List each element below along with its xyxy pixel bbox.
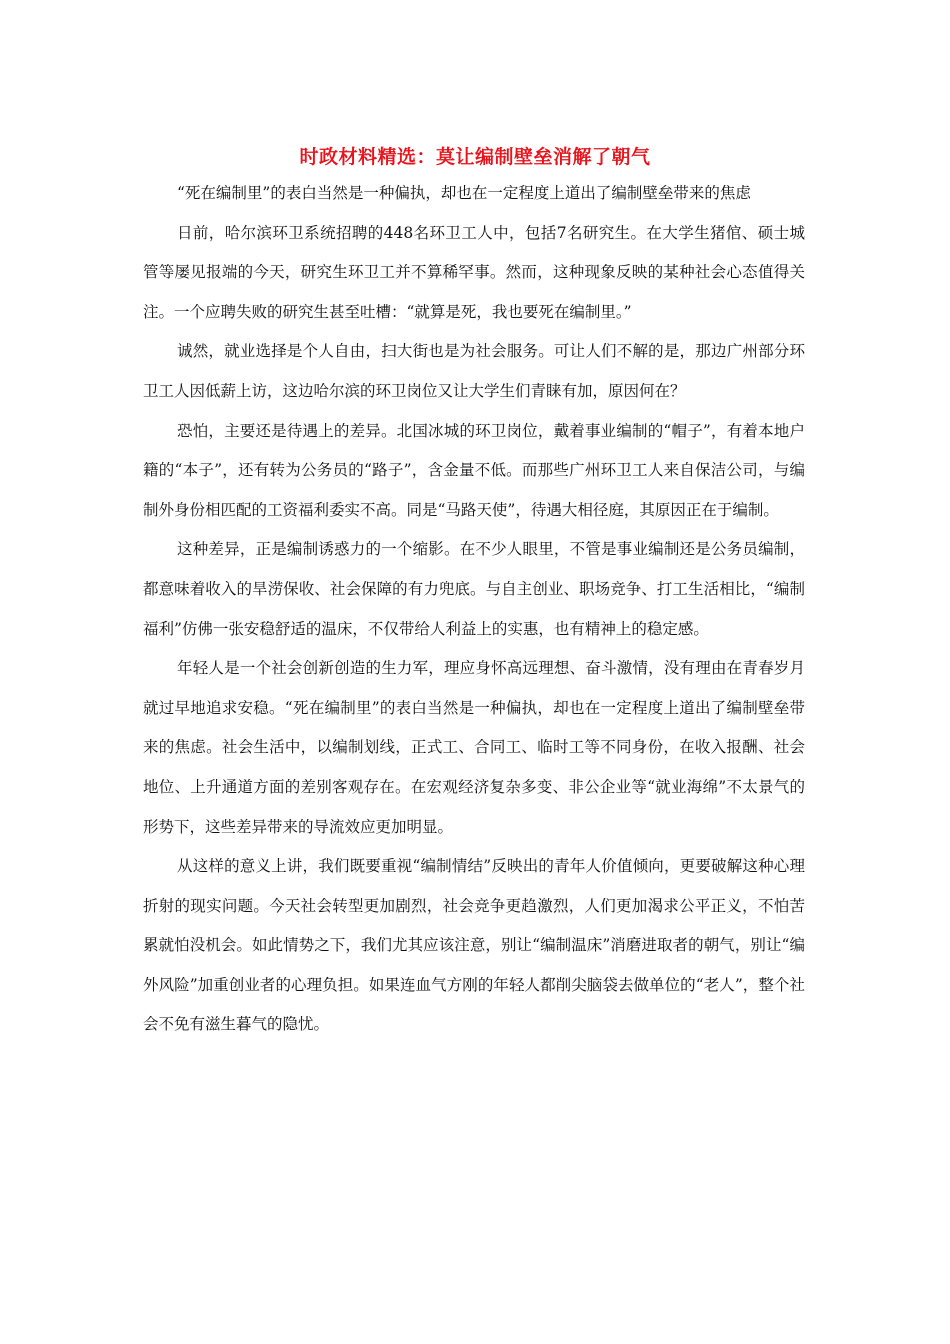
paragraph-6: 年轻人是一个社会创新创造的生力军，理应身怀高远理想、奋斗激情，没有理由在青春岁月就过早地追求安稳。“死在编制里”的表白当然是一种偏执，却也在一定程度上道出了编制壁垒带来的焦虑。社会生活中，以编制划线，正式工、合同工、临时工等不同身份，在收入报酬、社会地位、上升通道方面的差别客观存在。在宏观经济复杂多变、非公企业等“就业海绵”不太景气的形势下，这些差异带来的导流效应更加明显。 [143,659,805,836]
paragraph-3: 诚然，就业选择是个人自由，扫大街也是为社会服务。可让人们不解的是，那边广州部分环卫工人因低薪上访，这边哈尔滨的环卫岗位又让大学生们青睐有加，原因何在？ [143,342,805,400]
paragraph-7: 从这样的意义上讲，我们既要重视“编制情结”反映出的青年人价值倾向，更要破解这种心理折射的现实问题。今天社会转型更加剧烈，社会竞争更趋激烈，人们更加渴求公平正义，不怕苦累就怕没机会。如此情势之下，我们尤其应该注意，别让“编制温床”消磨进取者的朝气，别让“编外风险”加重创业者的心理负担。如果连血气方刚的年轻人都削尖脑袋去做单位的“老人”，整个社会不免有滋生暮气的隐忧。 [143,857,805,1034]
document-title: 时政材料精选：莫让编制壁垒消解了朝气 [299,146,651,168]
paragraph-1: “死在编制里”的表白当然是一种偏执，却也在一定程度上道出了编制壁垒带来的焦虑 [177,184,751,202]
paragraph-4: 恐怕，主要还是待遇上的差异。北国冰城的环卫岗位，戴着事业编制的“帽子”，有着本地户籍的“本子”，还有转为公务员的“路子”，含金量不低。而那些广州环卫工人来自保洁公司，与编制外身份相匹配的工资福利委实不高。同是“马路天使”，待遇大相径庭，其原因正在于编制。 [143,421,805,519]
document-body [143,174,805,1045]
paragraph-5: 这种差异，正是编制诱惑力的一个缩影。在不少人眼里，不管是事业编制还是公务员编制，都意味着收入的旱涝保收、社会保障的有力兜底。与自主创业、职场竞争、打工生活相比，“编制福利”仿佛一张安稳舒适的温床，不仅带给人利益上的实惠，也有精神上的稳定感。 [143,540,805,638]
paragraph-2: 日前，哈尔滨环卫系统招聘的448名环卫工人中，包括7名研究生。在大学生猪倌、硕士城管等屡见报端的今天，研究生环卫工并不算稀罕事。然而，这种现象反映的某种社会心态值得关注。一个应聘失败的研究生甚至吐槽：“就算是死，我也要死在编制里。” [143,223,805,321]
